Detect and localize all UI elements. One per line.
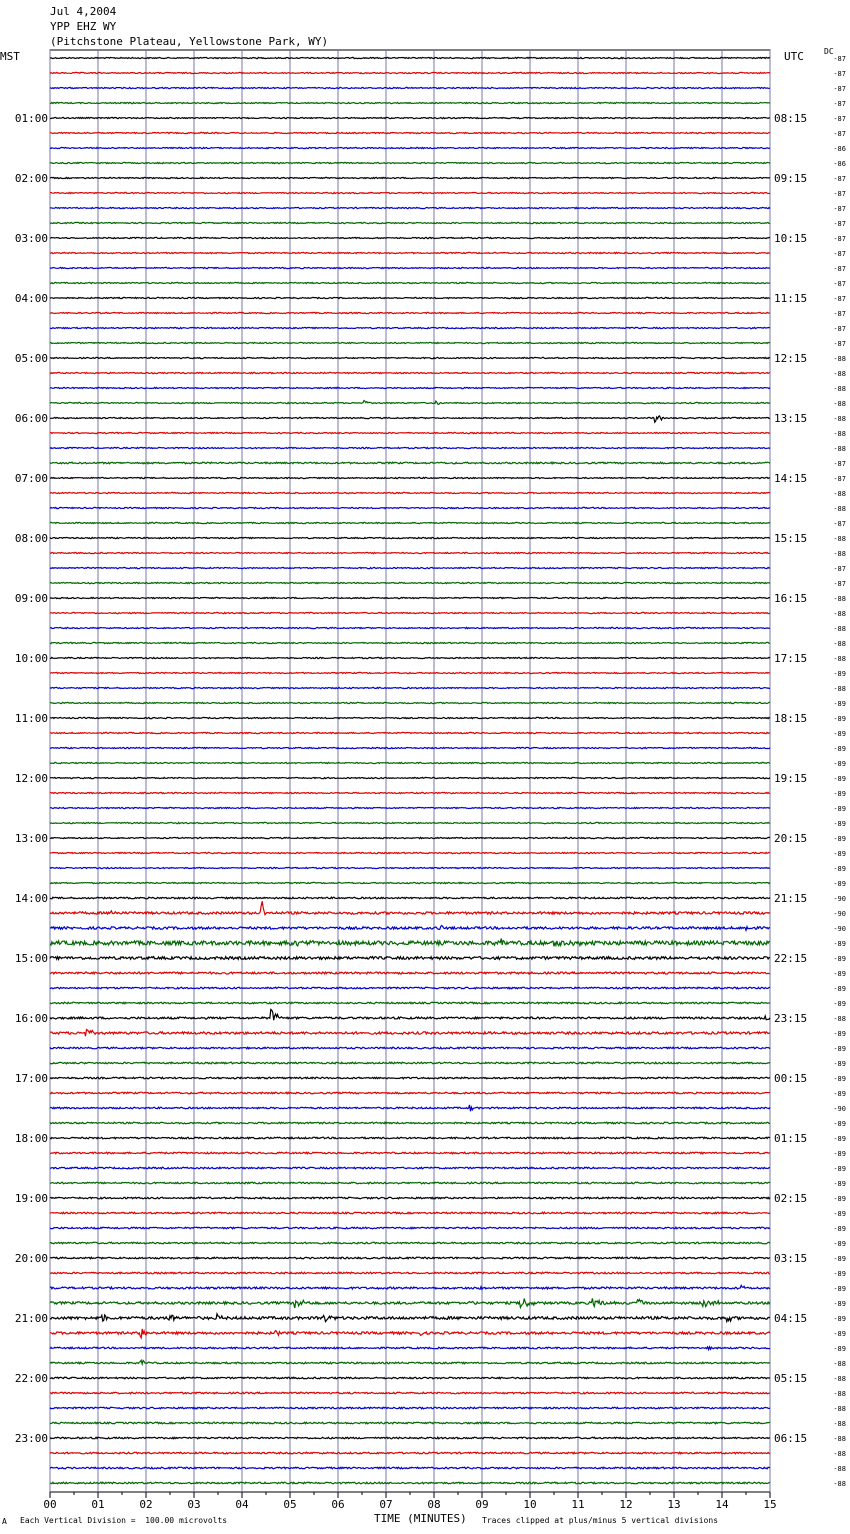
seismic-trace: [50, 507, 770, 508]
dc-label: DC: [824, 47, 834, 56]
right-hour-label: 19:15: [774, 772, 808, 785]
dc-offset-label: -89: [833, 970, 846, 978]
left-hour-label: 03:00: [14, 232, 48, 245]
dc-offset-label: -88: [833, 505, 846, 513]
dc-offset-label: -89: [833, 1255, 846, 1263]
seismic-trace: [50, 1377, 770, 1379]
seismic-trace: [50, 612, 770, 613]
left-hour-label: 10:00: [14, 652, 48, 665]
seismic-trace: [50, 1002, 770, 1004]
left-hour-label: 02:00: [14, 172, 48, 185]
dc-offset-label: -87: [833, 520, 846, 528]
dc-offset-label: -88: [833, 1375, 846, 1383]
left-hour-label: 22:00: [14, 1372, 48, 1385]
dc-offset-label: -88: [833, 595, 846, 603]
dc-offset-label: -88: [833, 370, 846, 378]
right-hour-label: 09:15: [774, 172, 808, 185]
seismic-trace: [50, 1062, 770, 1064]
seismic-trace: [50, 1314, 770, 1322]
dc-offset-label: -89: [833, 1345, 846, 1353]
dc-offset-label: -89: [833, 790, 846, 798]
right-hour-label: 03:15: [774, 1252, 808, 1265]
x-tick-label: 12: [619, 1498, 633, 1511]
dc-offset-label: -87: [833, 310, 846, 318]
x-tick-label: 04: [235, 1498, 249, 1511]
seismic-trace: [50, 192, 770, 193]
seismic-trace: [50, 1452, 770, 1454]
dc-offset-label: -87: [833, 325, 846, 333]
seismic-trace: [50, 1182, 770, 1184]
seismic-trace: [50, 1257, 770, 1259]
dc-offset-label: -89: [833, 1300, 846, 1308]
dc-offset-label: -89: [833, 1045, 846, 1053]
left-hour-label: 12:00: [14, 772, 48, 785]
dc-offset-label: -88: [833, 400, 846, 408]
seismic-trace: [50, 1407, 770, 1409]
x-tick-label: 05: [283, 1498, 297, 1511]
dc-offset-label: -88: [833, 610, 846, 618]
dc-offset-label: -87: [833, 130, 846, 138]
right-hour-label: 00:15: [774, 1072, 808, 1085]
dc-offset-label: -89: [833, 1075, 846, 1083]
seismic-trace: [50, 1122, 770, 1124]
seismic-trace: [50, 939, 770, 947]
seismic-trace: [50, 852, 770, 853]
dc-offset-label: -88: [833, 1405, 846, 1413]
dc-offset-label: -86: [833, 160, 846, 168]
dc-offset-label: -87: [833, 250, 846, 258]
seismic-trace: [50, 1077, 770, 1079]
seismic-trace: [50, 672, 770, 673]
dc-offset-label: -89: [833, 775, 846, 783]
right-hour-label: 22:15: [774, 952, 808, 965]
seismic-trace: [50, 447, 770, 448]
dc-offset-label: -88: [833, 415, 846, 423]
left-hour-label: 23:00: [14, 1432, 48, 1445]
dc-offset-label: -89: [833, 1120, 846, 1128]
seismic-trace: [50, 87, 770, 88]
seismic-trace: [50, 1030, 770, 1037]
seismic-trace: [50, 357, 770, 358]
seismic-trace: [50, 747, 770, 748]
seismic-trace: [50, 387, 770, 388]
dc-offset-label: -89: [833, 1330, 846, 1338]
dc-offset-label: -87: [833, 100, 846, 108]
dc-offset-label: -90: [833, 1105, 846, 1113]
chart-location: (Pitchstone Plateau, Yellowstone Park, WY): [50, 35, 329, 48]
dc-offset-label: -87: [833, 565, 846, 573]
seismic-trace: [50, 1047, 770, 1049]
seismic-trace: [50, 537, 770, 538]
dc-offset-label: -90: [833, 895, 846, 903]
seismic-trace: [50, 282, 770, 283]
left-hour-label: 01:00: [14, 112, 48, 125]
left-hour-label: 04:00: [14, 292, 48, 305]
dc-offset-label: -88: [833, 1390, 846, 1398]
chart-date: Jul 4,2004: [50, 5, 117, 18]
dc-offset-label: -87: [833, 220, 846, 228]
seismic-trace: [50, 762, 770, 763]
dc-offset-label: -87: [833, 115, 846, 123]
seismic-trace: [50, 1482, 770, 1484]
seismic-trace: [50, 492, 770, 493]
seismic-trace: [50, 1392, 770, 1394]
seismic-trace: [50, 1137, 770, 1139]
seismic-trace: [50, 1105, 770, 1111]
dc-offset-label: -88: [833, 430, 846, 438]
dc-offset-label: -87: [833, 205, 846, 213]
dc-offset-label: -89: [833, 1030, 846, 1038]
right-hour-label: 21:15: [774, 892, 808, 905]
right-hour-label: 14:15: [774, 472, 808, 485]
dc-offset-label: -87: [833, 55, 846, 63]
dc-offset-label: -88: [833, 550, 846, 558]
seismic-trace: [50, 372, 770, 373]
dc-offset-label: -89: [833, 1225, 846, 1233]
x-tick-label: 10: [523, 1498, 537, 1511]
dc-offset-label: -89: [833, 880, 846, 888]
seismic-trace: [50, 312, 770, 313]
seismic-trace: [50, 642, 770, 643]
seismic-trace: [50, 1227, 770, 1229]
seismic-trace: [50, 207, 770, 208]
right-hour-label: 11:15: [774, 292, 808, 305]
dc-offset-label: -89: [833, 1270, 846, 1278]
right-hour-label: 23:15: [774, 1012, 808, 1025]
right-hour-label: 08:15: [774, 112, 808, 125]
seismic-trace: [50, 1437, 770, 1439]
dc-offset-label: -89: [833, 730, 846, 738]
right-hour-label: 05:15: [774, 1372, 808, 1385]
right-hour-label: 02:15: [774, 1192, 808, 1205]
dc-offset-label: -90: [833, 910, 846, 918]
seismic-trace: [50, 627, 770, 628]
dc-offset-label: -89: [833, 1165, 846, 1173]
seismic-trace: [50, 57, 770, 58]
seismic-trace: [50, 267, 770, 268]
dc-offset-label: -87: [833, 460, 846, 468]
x-tick-label: 15: [763, 1498, 777, 1511]
seismic-trace: [50, 1009, 770, 1020]
left-hour-label: 07:00: [14, 472, 48, 485]
seismic-trace: [50, 222, 770, 223]
seismic-trace: [50, 552, 770, 553]
x-tick-label: 01: [91, 1498, 105, 1511]
seismic-trace: [50, 132, 770, 133]
dc-offset-label: -89: [833, 700, 846, 708]
seismic-trace: [50, 597, 770, 598]
seismic-trace: [50, 401, 770, 405]
dc-offset-label: -87: [833, 340, 846, 348]
dc-offset-label: -88: [833, 640, 846, 648]
seismic-trace: [50, 147, 770, 148]
dc-offset-label: -88: [833, 655, 846, 663]
dc-offset-label: -88: [833, 355, 846, 363]
scale-note: Each Vertical Division = 100.00 microvolts: [20, 1516, 228, 1525]
seismic-trace: [50, 237, 770, 238]
dc-offset-label: -89: [833, 1210, 846, 1218]
x-tick-label: 08: [427, 1498, 441, 1511]
seismic-trace: [50, 1197, 770, 1199]
seismic-trace: [50, 1298, 770, 1308]
dc-offset-label: -87: [833, 235, 846, 243]
dc-offset-label: -88: [833, 1450, 846, 1458]
seismic-trace: [50, 1347, 770, 1350]
dc-offset-label: -89: [833, 835, 846, 843]
x-tick-label: 03: [187, 1498, 201, 1511]
left-hour-label: 08:00: [14, 532, 48, 545]
dc-offset-label: -87: [833, 70, 846, 78]
seismic-trace: [50, 702, 770, 703]
dc-offset-label: -89: [833, 940, 846, 948]
left-hour-label: 18:00: [14, 1132, 48, 1145]
seismic-trace: [50, 837, 770, 838]
seismic-trace: [50, 807, 770, 808]
x-tick-label: 13: [667, 1498, 681, 1511]
x-axis-title: TIME (MINUTES): [374, 1512, 467, 1525]
seismic-trace: [50, 957, 770, 960]
left-hour-label: 05:00: [14, 352, 48, 365]
seismic-trace: [50, 477, 770, 478]
seismic-trace: [50, 1285, 770, 1289]
dc-offset-label: -88: [833, 625, 846, 633]
x-tick-label: 09: [475, 1498, 489, 1511]
left-hour-label: 09:00: [14, 592, 48, 605]
dc-offset-label: -89: [833, 1090, 846, 1098]
dc-offset-label: -89: [833, 820, 846, 828]
left-hour-label: 19:00: [14, 1192, 48, 1205]
right-hour-label: 04:15: [774, 1312, 808, 1325]
dc-offset-label: -88: [833, 490, 846, 498]
seismic-trace: [50, 432, 770, 433]
seismic-trace: [50, 1272, 770, 1274]
left-hour-label: 15:00: [14, 952, 48, 965]
right-hour-label: 17:15: [774, 652, 808, 665]
dc-offset-label: -87: [833, 295, 846, 303]
dc-offset-label: -89: [833, 850, 846, 858]
dc-offset-label: -89: [833, 1315, 846, 1323]
right-hour-label: 15:15: [774, 532, 808, 545]
dc-offset-label: -89: [833, 1240, 846, 1248]
dc-offset-label: -89: [833, 1135, 846, 1143]
seismic-trace: [50, 717, 770, 718]
dc-offset-label: -89: [833, 1180, 846, 1188]
seismic-trace: [50, 462, 770, 464]
seismic-trace: [50, 1422, 770, 1424]
dc-offset-label: -86: [833, 145, 846, 153]
seismic-trace: [50, 102, 770, 103]
right-axis-label: UTC: [784, 50, 804, 63]
dc-offset-label: -89: [833, 985, 846, 993]
seismic-trace: [50, 1360, 770, 1364]
seismic-trace: [50, 252, 770, 253]
dc-offset-label: -88: [833, 535, 846, 543]
dc-offset-label: -89: [833, 805, 846, 813]
left-axis-label: MST: [0, 50, 20, 63]
seismic-trace: [50, 882, 770, 883]
right-hour-label: 16:15: [774, 592, 808, 605]
dc-offset-label: -88: [833, 1465, 846, 1473]
seismic-trace: [50, 297, 770, 298]
dc-offset-label: -88: [833, 1420, 846, 1428]
seismic-trace: [50, 777, 770, 778]
seismic-trace: [50, 901, 770, 915]
plot-frame: [50, 50, 770, 1492]
clip-note: Traces clipped at plus/minus 5 vertical divisions: [482, 1516, 719, 1525]
x-tick-label: 07: [379, 1498, 393, 1511]
dc-offset-label: -87: [833, 280, 846, 288]
dc-offset-label: -89: [833, 1150, 846, 1158]
dc-offset-label: -89: [833, 1000, 846, 1008]
left-hour-label: 21:00: [14, 1312, 48, 1325]
left-hour-label: 11:00: [14, 712, 48, 725]
dc-offset-label: -88: [833, 1480, 846, 1488]
dc-offset-label: -87: [833, 85, 846, 93]
seismic-trace: [50, 1092, 770, 1094]
left-hour-label: 16:00: [14, 1012, 48, 1025]
dc-offset-label: -88: [833, 685, 846, 693]
seismic-trace: [50, 1212, 770, 1214]
left-hour-label: 17:00: [14, 1072, 48, 1085]
chart-station: YPP EHZ WY: [50, 20, 117, 33]
seismic-trace: [50, 342, 770, 343]
seismic-trace: [50, 732, 770, 733]
right-hour-label: 13:15: [774, 412, 808, 425]
seismic-trace: [50, 327, 770, 328]
right-hour-label: 12:15: [774, 352, 808, 365]
seismic-trace: [50, 522, 770, 523]
seismic-trace: [50, 416, 770, 422]
seismic-trace: [50, 162, 770, 163]
seismic-trace: [50, 1167, 770, 1169]
left-hour-label: 14:00: [14, 892, 48, 905]
dc-offset-label: -88: [833, 1435, 846, 1443]
left-hour-label: 13:00: [14, 832, 48, 845]
seismic-trace: [50, 897, 770, 899]
dc-offset-label: -88: [833, 445, 846, 453]
dc-offset-label: -87: [833, 580, 846, 588]
seismic-trace: [50, 1152, 770, 1154]
dc-offset-label: -88: [833, 1360, 846, 1368]
seismic-trace: [50, 987, 770, 989]
dc-offset-label: -90: [833, 925, 846, 933]
seismic-trace: [50, 567, 770, 568]
x-tick-label: 06: [331, 1498, 345, 1511]
seismic-trace: [50, 117, 770, 118]
dc-offset-label: -88: [833, 385, 846, 393]
dc-offset-label: -89: [833, 1060, 846, 1068]
seismic-trace: [50, 582, 770, 583]
right-hour-label: 10:15: [774, 232, 808, 245]
right-hour-label: 06:15: [774, 1432, 808, 1445]
seismic-trace: [50, 792, 770, 793]
dc-offset-label: -89: [833, 1285, 846, 1293]
x-tick-label: 14: [715, 1498, 729, 1511]
right-hour-label: 18:15: [774, 712, 808, 725]
dc-offset-label: -87: [833, 475, 846, 483]
x-tick-label: 02: [139, 1498, 153, 1511]
dc-offset-label: -87: [833, 190, 846, 198]
seismic-trace: [50, 1467, 770, 1469]
left-hour-label: 06:00: [14, 412, 48, 425]
seismic-trace: [50, 687, 770, 688]
dc-offset-label: -89: [833, 760, 846, 768]
corner-mark: A: [2, 1517, 7, 1526]
seismic-trace: [50, 926, 770, 931]
seismic-trace: [50, 822, 770, 823]
right-hour-label: 20:15: [774, 832, 808, 845]
dc-offset-label: -88: [833, 1015, 846, 1023]
left-hour-label: 20:00: [14, 1252, 48, 1265]
dc-offset-label: -89: [833, 865, 846, 873]
seismic-trace: [50, 972, 770, 974]
seismic-trace: [50, 657, 770, 658]
dc-offset-label: -89: [833, 715, 846, 723]
x-tick-label: 11: [571, 1498, 585, 1511]
seismic-trace: [50, 867, 770, 868]
seismic-trace: [50, 1242, 770, 1244]
seismic-trace: [50, 1329, 770, 1338]
dc-offset-label: -89: [833, 955, 846, 963]
right-hour-label: 01:15: [774, 1132, 808, 1145]
seismic-trace: [50, 177, 770, 178]
dc-offset-label: -89: [833, 745, 846, 753]
dc-offset-label: -87: [833, 265, 846, 273]
seismic-trace: [50, 72, 770, 73]
dc-offset-label: -89: [833, 670, 846, 678]
dc-offset-label: -87: [833, 175, 846, 183]
dc-offset-label: -89: [833, 1195, 846, 1203]
x-tick-label: 00: [43, 1498, 57, 1511]
